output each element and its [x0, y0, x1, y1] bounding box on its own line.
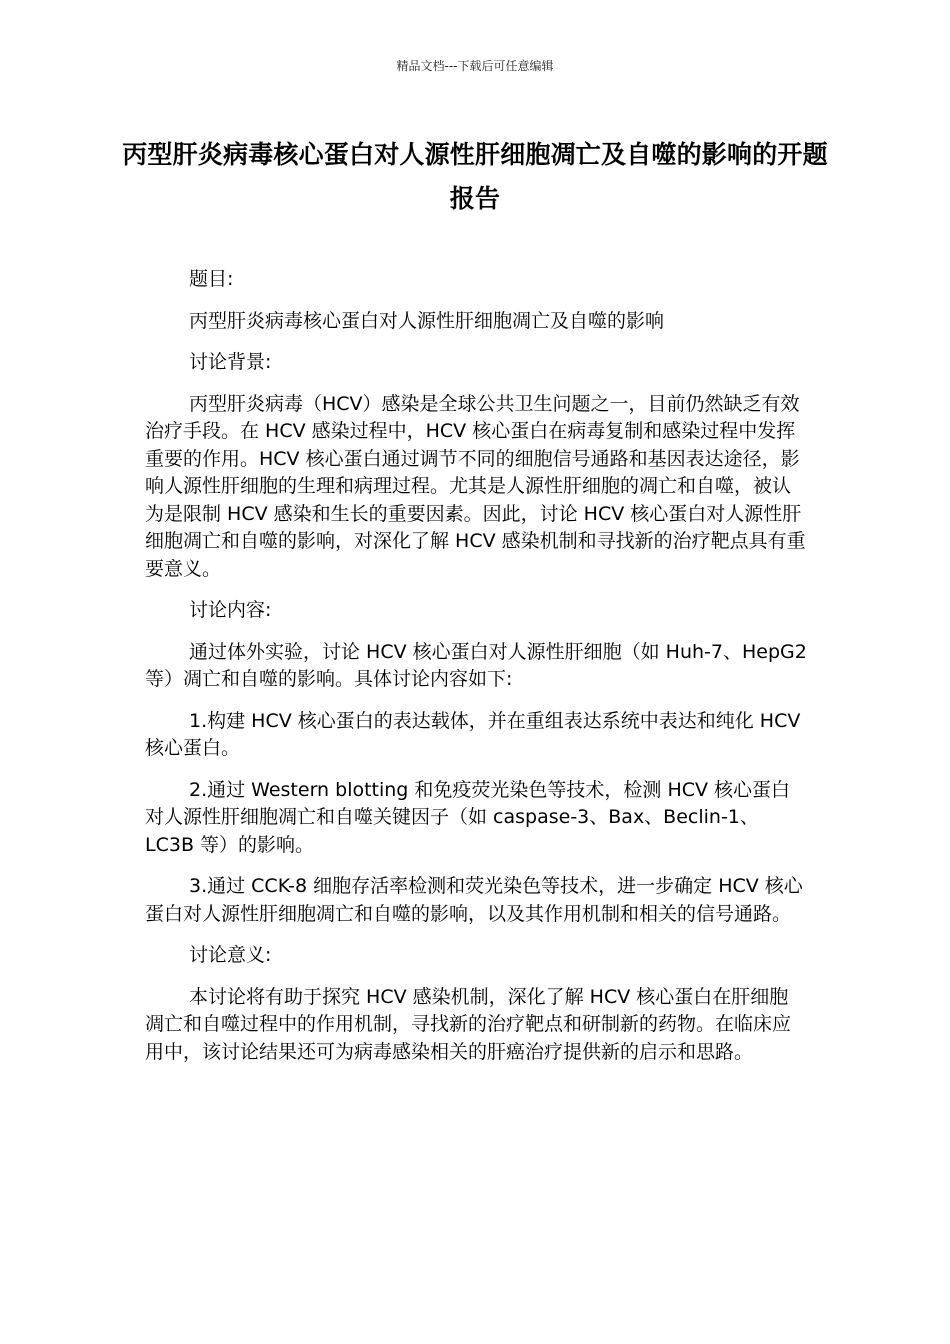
- background-paragraph: 丙型肝炎病毒（HCV）感染是全球公共卫生问题之一，目前仍然缺乏有效治疗手段。在 HCV 感染过程中，HCV 核心蛋白在病毒复制和感染过程中发挥重要的作用。HCV 核心蛋白通过调节不同的细胞信号通路和基因表达途径，影响人源性肝细胞的生理和病理过程。尤其是人源性肝细胞的凋亡和自噬，被认为是限制 HCV 感染和生长的重要因素。因此，讨论 HCV 核心蛋白对人源性肝细胞凋亡和自噬的影响，对深化了解 HCV 感染机制和寻找新的治疗靶点具有重要意义。: [145, 392, 806, 580]
- label-significance: 讨论意义:: [189, 944, 272, 966]
- label-background: 讨论背景:: [189, 351, 272, 373]
- content-item-3: 3.通过 CCK-8 细胞存活率检测和荧光染色等技术，进一步确定 HCV 核心蛋白对人源性肝细胞凋亡和自噬的影响，以及其作用机制和相关的信号通路。: [145, 875, 803, 925]
- topic-text: 丙型肝炎病毒核心蛋白对人源性肝细胞凋亡及自噬的影响: [189, 309, 665, 332]
- header-note: 精品文档---下载后可任意编辑: [396, 59, 554, 73]
- document-body: [145, 266, 807, 1080]
- content-item-1: 1.构建 HCV 核心蛋白的表达载体，并在重组表达系统中表达和纯化 HCV 核心蛋白。: [145, 709, 801, 759]
- label-content: 讨论内容:: [189, 599, 272, 621]
- content-item-2: 2.通过 Western blotting 和免疫荧光染色等技术，检测 HCV 核心蛋白对人源性肝细胞凋亡和自噬关键因子（如 caspase-3、Bax、Beclin-1、LC3B 等）的影响。: [145, 778, 791, 856]
- document-title: 丙型肝炎病毒核心蛋白对人源性肝细胞凋亡及自噬的影响的开题报告: [122, 140, 828, 213]
- content-intro-paragraph: 通过体外实验，讨论 HCV 核心蛋白对人源性肝细胞（如 Huh-7、HepG2 等）凋亡和自噬的影响。具体讨论内容如下:: [145, 640, 807, 690]
- label-topic: 题目:: [189, 268, 234, 290]
- significance-paragraph: 本讨论将有助于探究 HCV 感染机制，深化了解 HCV 核心蛋白在肝细胞凋亡和自噬过程中的作用机制，寻找新的治疗靶点和研制新的药物。在临床应用中，该讨论结果还可为病毒感染相关的肝癌治疗提供新的启示和思路。: [145, 985, 792, 1063]
